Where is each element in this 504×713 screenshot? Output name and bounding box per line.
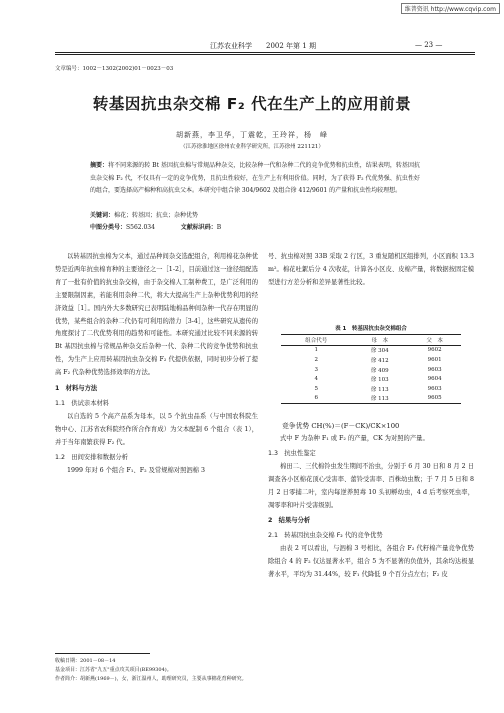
intro-paragraph: 以转基因抗虫棉为父本，通过品种间杂交选配组合，利用棉花杂种优势是近两年抗虫棉育种的主要途径之一［1-2］，目前通过这一途径组配选育了一批有价值的抗虫杂交棉，由于杂交棉人工制种费工，是广泛利用的主要限制因素，若能利用杂种二代，将大大提高生产上杂种优势利用的经济效益［1］。国内外大多数研究已表明陆地棉品种间杂种一代存在明显的优势，某些组合的杂种二代仍有可利用的潜力［3-4］，这些研究从遗传的角度探讨了二代优势利用的趋势和可能性。本研究通过比较不同来源的转 Bt 基因抗虫棉与常规品种杂交后杂种一代、杂种二代的竞争优势和抗虫性，为生产上应用转基因抗虫杂交棉 F₂ 代提供依据，同时初步分析了提高 F₂ 代杂种优势选择效率的方法。 — [55, 253, 258, 377]
affiliation: （江苏徐淮地区徐州农业科学研究所，江苏徐州 221121） — [180, 144, 324, 150]
table-1 — [281, 334, 461, 404]
table-cell: 9603 — [427, 366, 442, 373]
received-date: 收稿日期：2001－08－14 — [55, 658, 116, 664]
author-bio: 作者简介：胡新燕(1969－)，女，浙江温州人，助理研究员，主要从事棉花育种研究。 — [55, 676, 247, 683]
header-rule — [55, 52, 475, 53]
keywords — [90, 210, 198, 219]
abstract-text: 将不同来源的转 Bt 基因抗虫棉与常规品种杂交，比较杂种一代和杂种二代的竞争优势和抗虫性，结果表明，转基因抗虫杂交棉 F₂ 代，不仅具有一定的竞争优势，且抗虫性较好，在生产上有利用价值。同时，为了获得 F₂ 代优势强、抗虫性好的组合，要选择高产棉种和高抗虫父本。本研究中组合徐 304/9602 及组合徐 412/9601 的产量和抗虫性均较理想。 — [90, 162, 420, 194]
table-cell: 徐 113 — [370, 386, 389, 393]
table-cell: 徐 103 — [370, 377, 389, 384]
section-2-1-text: 由表 2 可以看出，与泗棉 3 号相比，各组合 F₂ 代籽棉产量竞争优势除组合 4 的 F₂ 仅达显著水平，组合 5 为不显著的负值外，其余均达极显著水平，平均为 31.44%，较 F₁ 代降低 9 个百分点左右；F₂ 皮 — [268, 545, 474, 579]
formula: 竞争优势 CH(%)＝(F－CK)/CK×100 — [282, 422, 400, 430]
table-header-cell: 母 本 — [371, 337, 389, 344]
page-number: — 23 — — [415, 41, 443, 49]
table-cell: 徐 409 — [370, 367, 389, 374]
table-cell: 6 — [314, 395, 318, 402]
table-header-cell: 父 本 — [426, 337, 443, 344]
table-cell: 9602 — [427, 347, 442, 354]
keywords-text: 棉花；转基因；抗虫；杂种优势 — [114, 212, 199, 219]
table-row — [281, 345, 461, 355]
section-1-2-text: 1999 年对 6 个组合 F₁、F₂ 及常规棉对照泗棉 3 — [67, 466, 205, 474]
table-row — [281, 355, 461, 365]
classification — [90, 222, 221, 231]
table-1-title: 表 1 转基因抗虫杂交棉组合 — [335, 326, 407, 332]
formula-explanation: 式中 F 为杂种 F₁ 或 F₂ 的产量，CK 为对照的产量。 — [280, 435, 429, 442]
table-cell: 9604 — [427, 376, 442, 383]
table-cell: 3 — [314, 366, 318, 373]
table-row — [281, 384, 461, 394]
section-2-1-heading: 2.1 转基因抗虫杂交棉 F₂ 代的竞争优势 — [268, 532, 383, 540]
section-1-2-heading: 1.2 田间安排和数据分析 — [55, 453, 128, 461]
abstract — [90, 160, 420, 198]
doc-code-value: B — [216, 224, 222, 231]
table-header-cell: 组合代号 — [305, 337, 328, 344]
watermark: 维普资讯 http://www.cqvip.com — [401, 3, 500, 14]
doc-code-label: 文献标识码： — [180, 224, 217, 231]
table-row — [281, 365, 461, 375]
table-header-row — [281, 335, 461, 346]
table-cell: 4 — [314, 376, 318, 383]
section-1-heading: 1 材料与方法 — [55, 385, 98, 393]
table-cell: 2 — [314, 356, 318, 363]
table-cell: 9605 — [427, 395, 442, 402]
table-row — [281, 394, 461, 404]
table-cell: 1 — [314, 347, 318, 354]
table-cell: 徐 304 — [370, 348, 389, 355]
table-cell: 徐 412 — [370, 357, 389, 364]
section-1-1-heading: 1.1 供试亲本材料 — [55, 399, 110, 407]
journal-header: 江苏农业科学 2002 年第 1 期 — [210, 42, 316, 50]
section-1-3-heading: 1.3 抗虫性鉴定 — [268, 449, 316, 457]
left-column — [55, 251, 258, 477]
fund-info: 基金项目：江苏省"九五"重点攻关项目(BE99304)。 — [55, 667, 172, 674]
article-number: 文章编号：1002－1302(2002)01－0023－03 — [55, 66, 174, 72]
clc-value: S562.034 — [126, 224, 155, 231]
footnote-rule — [55, 653, 150, 654]
keywords-label: 关键词： — [90, 212, 115, 219]
section-1-2-continued: 号、抗虫棉对照 33B 采取 2 行区，3 重复随机区组排列，小区面积 13.3 m²。棉花吐絮后分 4 次收花，计算各小区皮、皮棉产量，将数据按固定模型进行方差分析和差异显著性比较。 — [268, 253, 474, 286]
abstract-label: 摘要： — [90, 162, 109, 169]
section-2-heading: 2 结果与分析 — [268, 517, 311, 525]
header-rule-2 — [55, 54, 475, 55]
table-row — [281, 374, 461, 384]
table-cell: 9601 — [427, 356, 442, 363]
paper-title: 转基因抗虫杂交棉 F₂ 代在生产上的应用前景 — [92, 95, 412, 113]
table-cell: 徐 113 — [370, 396, 389, 403]
footnote — [55, 657, 260, 685]
section-1-3-text: 棉田二、三代棉铃虫发生期间不治虫，分别于 6 月 30 日和 8 月 2 日调查各小区棉花顶心受害率、蕾铃受害率、百株幼虫数；于 7 月 5 日和 8 月 2 日零捕二叶，室内每逆养照毒 10 头初孵幼虫，4 d 后考察死虫率，凋零率和叶片受害级别。 — [268, 462, 474, 509]
table-cell: 5 — [314, 385, 318, 392]
clc-label: 中图分类号： — [90, 224, 127, 231]
right-column-top — [268, 251, 474, 290]
section-1-1-text: 以自选的 5 个高产品系为母本，以 5 个抗虫品系（与中国农科院生物中心、江苏省农科院经作所合作育成）为父本配制 6 个组合（表 1），并于当年南繁获得 F₂ 代。 — [55, 412, 258, 446]
authors: 胡新燕，李卫华，丁震乾，王玲祥，杨 峰 — [176, 131, 328, 139]
right-column-bottom — [268, 433, 474, 582]
table-cell: 9603 — [427, 385, 442, 392]
